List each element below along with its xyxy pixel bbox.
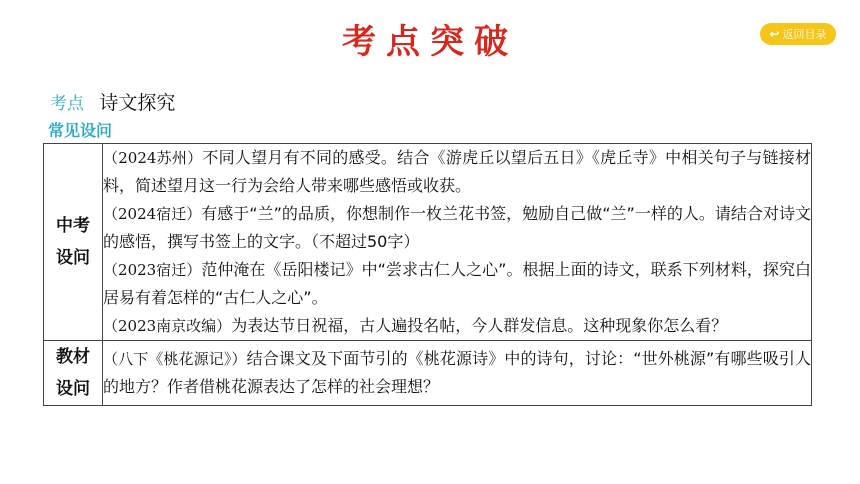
back-to-contents-button[interactable] [760, 23, 836, 45]
row-label: 教材 设问 [44, 341, 103, 406]
question-item [103, 200, 811, 256]
page-title: 考点突破 [342, 22, 518, 62]
table-row-jiaocai [44, 341, 812, 406]
question-text: 范仲淹在《岳阳楼记》中“尝求古仁人之心”。根据上面的诗文，联系下列材料，探究白居易有着怎样的“古仁人之心”。 [103, 260, 811, 307]
topic-name: 诗文探究 [99, 92, 176, 114]
back-button-label: 返回目录 [782, 28, 827, 41]
question-item [103, 345, 811, 401]
return-arrow-icon: ↩ [769, 27, 780, 41]
topic-heading [50, 88, 175, 115]
question-text: 有感于“兰”的品质，你想制作一枚兰花书签，勉励自己做“兰”一样的人。请结合对诗文的感悟，撰写书签上的文字。（不超过50字） [103, 204, 811, 251]
question-table [43, 143, 812, 406]
question-source: （2023宿迁） [103, 261, 202, 279]
row-content [103, 144, 812, 341]
question-source: （八下《桃花源记》） [103, 350, 247, 368]
question-text: 结合课文及下面节引的《桃花源诗》中的诗句，讨论：“世外桃源”有哪些吸引人的地方？作者借桃花源表达了怎样的社会理想？ [103, 349, 811, 396]
topic-tag: 考点 [50, 94, 84, 114]
question-text: 不同人望月有不同的感受。结合《游虎丘以望后五日》《虎丘寺》中相关句子与链接材料，简述望月这一行为会给人带来哪些感悟或收获。 [103, 148, 811, 195]
section-title: 常见设问 [48, 121, 113, 140]
question-item [103, 256, 811, 312]
question-item [103, 144, 811, 200]
question-source: （2023南京改编） [103, 317, 232, 335]
question-item [103, 312, 811, 340]
table-row-zhongkao [44, 144, 812, 341]
question-source: （2024苏州） [103, 149, 203, 167]
question-text: 为表达节日祝福，古人遍投名帖，今人群发信息。这种现象你怎么看？ [231, 316, 728, 335]
row-content [103, 341, 812, 406]
row-label: 中考 设问 [44, 144, 103, 341]
question-source: （2024宿迁） [103, 205, 202, 223]
